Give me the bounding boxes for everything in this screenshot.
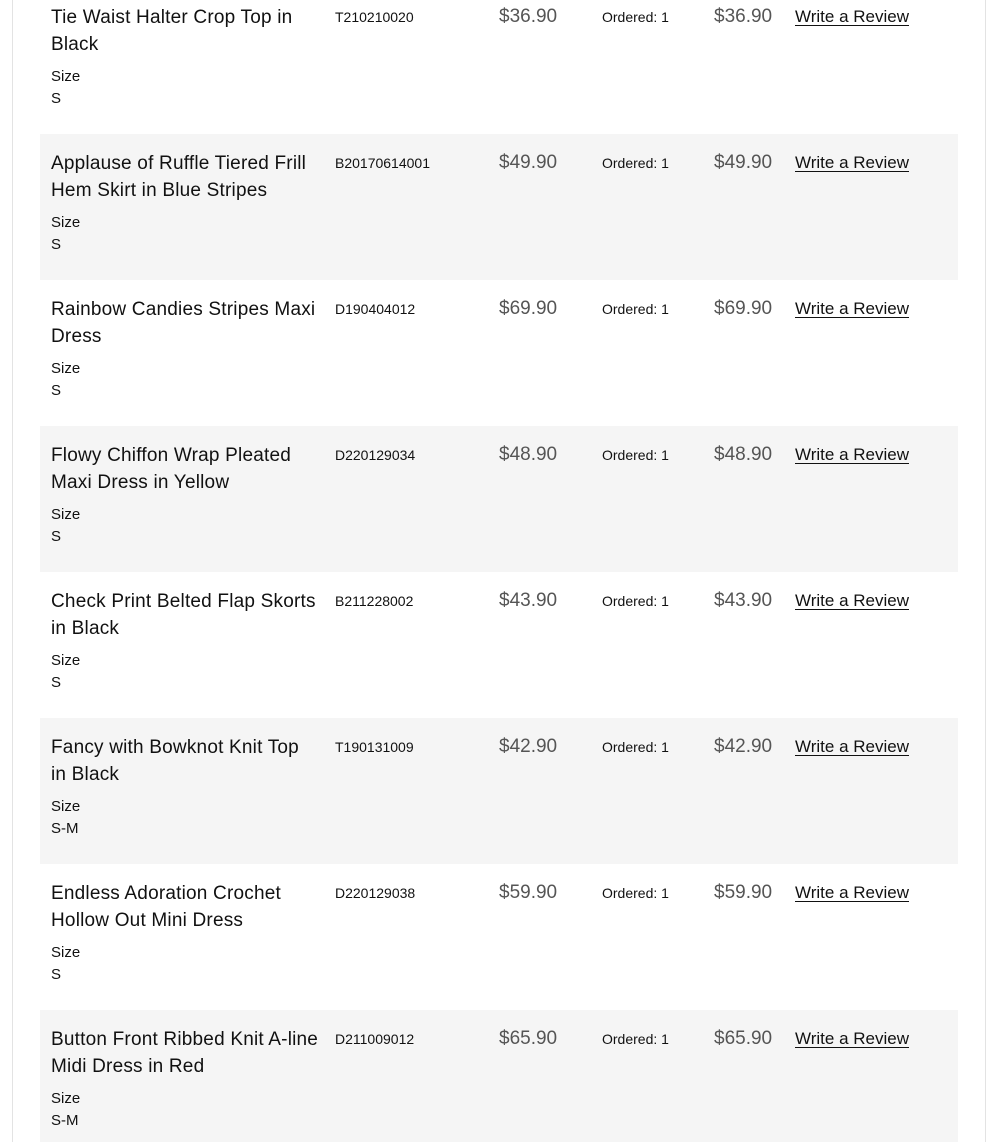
ordered-quantity [602, 884, 669, 902]
size-label: Size [51, 506, 81, 523]
write-review-link[interactable]: Write a Review [795, 737, 909, 756]
ordered-quantity [602, 300, 669, 318]
ordered-count: 1 [661, 447, 669, 463]
unit-price: $65.90 [499, 1028, 558, 1049]
write-review-link[interactable]: Write a Review [795, 299, 909, 318]
content-border-right [985, 0, 986, 1142]
order-items-list [40, 0, 958, 1142]
size-value: S [51, 382, 62, 399]
write-review-link[interactable]: Write a Review [795, 7, 909, 26]
size-value: S-M [51, 1112, 79, 1129]
unit-price: $69.90 [499, 298, 558, 319]
product-name[interactable]: Applause of Ruffle Tiered Frill Hem Skirt in Blue Stripes [51, 153, 307, 201]
line-total: $48.90 [714, 444, 773, 465]
ordered-count: 1 [661, 885, 669, 901]
order-item-row [40, 718, 958, 864]
ordered-quantity [602, 738, 669, 756]
size-value: S [51, 236, 62, 253]
write-review-link[interactable]: Write a Review [795, 591, 909, 610]
size-label: Size [51, 652, 81, 669]
write-review-link[interactable]: Write a Review [795, 883, 909, 902]
size-value: S [51, 674, 62, 691]
ordered-quantity [602, 592, 669, 610]
ordered-quantity [602, 8, 669, 26]
unit-price: $59.90 [499, 882, 558, 903]
ordered-label: Ordered: [602, 1031, 662, 1047]
line-total: $65.90 [714, 1028, 773, 1049]
product-sku: D220129038 [335, 885, 416, 901]
product-name[interactable]: Rainbow Candies Stripes Maxi Dress [51, 299, 316, 347]
product-name[interactable]: Endless Adoration Crochet Hollow Out Mini Dress [51, 883, 281, 931]
ordered-label: Ordered: [602, 885, 662, 901]
line-total: $69.90 [714, 298, 773, 319]
ordered-label: Ordered: [602, 301, 662, 317]
order-item-row [40, 572, 958, 718]
ordered-label: Ordered: [602, 593, 662, 609]
order-item-row [40, 426, 958, 572]
line-total: $43.90 [714, 590, 773, 611]
product-sku: B20170614001 [335, 155, 430, 171]
order-item-row [40, 1010, 958, 1142]
product-sku: T210210020 [335, 9, 414, 25]
ordered-count: 1 [661, 9, 669, 25]
ordered-count: 1 [661, 739, 669, 755]
product-name[interactable]: Tie Waist Halter Crop Top in Black [51, 7, 293, 55]
ordered-count: 1 [661, 593, 669, 609]
ordered-count: 1 [661, 1031, 669, 1047]
product-name[interactable]: Flowy Chiffon Wrap Pleated Maxi Dress in Yellow [51, 445, 292, 493]
ordered-count: 1 [661, 155, 669, 171]
write-review-link[interactable]: Write a Review [795, 1029, 909, 1048]
order-item-row [40, 280, 958, 426]
write-review-link[interactable]: Write a Review [795, 153, 909, 172]
ordered-quantity [602, 1030, 669, 1048]
unit-price: $42.90 [499, 736, 558, 757]
size-label: Size [51, 1090, 81, 1107]
line-total: $36.90 [714, 6, 773, 27]
size-label: Size [51, 944, 81, 961]
product-sku: B211228002 [335, 593, 414, 609]
size-label: Size [51, 68, 81, 85]
size-value: S-M [51, 820, 79, 837]
product-sku: D190404012 [335, 301, 416, 317]
unit-price: $43.90 [499, 590, 558, 611]
ordered-label: Ordered: [602, 9, 662, 25]
unit-price: $49.90 [499, 152, 558, 173]
unit-price: $36.90 [499, 6, 558, 27]
product-name[interactable]: Button Front Ribbed Knit A-line Midi Dress in Red [51, 1029, 319, 1077]
ordered-count: 1 [661, 301, 669, 317]
order-item-row [40, 134, 958, 280]
product-sku: D220129034 [335, 447, 416, 463]
ordered-quantity [602, 154, 669, 172]
order-item-row [40, 864, 958, 1010]
product-name[interactable]: Fancy with Bowknot Knit Top in Black [51, 737, 299, 785]
line-total: $59.90 [714, 882, 773, 903]
size-label: Size [51, 798, 81, 815]
content-border-left [12, 0, 13, 1142]
ordered-label: Ordered: [602, 155, 662, 171]
write-review-link[interactable]: Write a Review [795, 445, 909, 464]
size-label: Size [51, 214, 81, 231]
ordered-label: Ordered: [602, 739, 662, 755]
product-sku: T190131009 [335, 739, 414, 755]
size-value: S [51, 528, 62, 545]
unit-price: $48.90 [499, 444, 558, 465]
size-value: S [51, 966, 62, 983]
ordered-quantity [602, 446, 669, 464]
order-item-row [40, 0, 958, 134]
line-total: $49.90 [714, 152, 773, 173]
ordered-label: Ordered: [602, 447, 662, 463]
size-label: Size [51, 360, 81, 377]
line-total: $42.90 [714, 736, 773, 757]
size-value: S [51, 90, 62, 107]
product-sku: D211009012 [335, 1031, 415, 1047]
product-name[interactable]: Check Print Belted Flap Skorts in Black [51, 591, 316, 639]
